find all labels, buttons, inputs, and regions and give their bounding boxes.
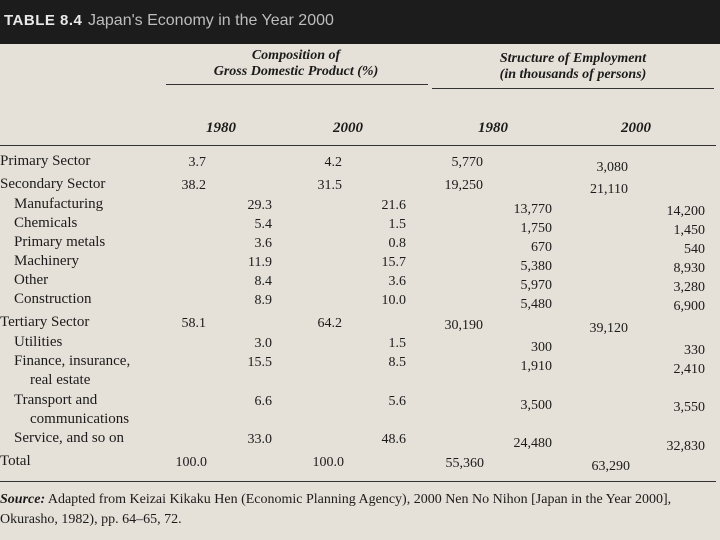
row-label-utilities: Utilities — [14, 334, 63, 350]
year-employment-2000: 2000 — [621, 120, 651, 136]
cell-metals-emp-1980: 670 — [531, 240, 552, 255]
row-label-chemicals: Chemicals — [14, 215, 78, 231]
cell-total-emp-1980: 55,360 — [445, 456, 484, 471]
source-note — [0, 490, 716, 530]
row-label-other: Other — [14, 272, 49, 288]
employment-header-rule — [432, 88, 714, 89]
year-gdp-2000: 2000 — [333, 120, 363, 136]
table-bottom-rule — [0, 481, 716, 482]
cell-chemicals-emp-1980: 1,750 — [520, 221, 552, 236]
cell-primary-emp-2000: 3,080 — [596, 160, 628, 175]
cell-finance-gdp-1980: 15.5 — [247, 355, 272, 370]
cell-service-emp-1980: 24,480 — [513, 436, 552, 451]
source-text: Adapted from Keizai Kikaku Hen (Economic Planning Agency), 2000 Nen No Nihon [Japan in the Year 2000], Okurasho, 1982), pp. 64–65, 72. — [0, 492, 672, 527]
table-title: Japan's Economy in the Year 2000 — [88, 12, 334, 29]
table-top-rule — [0, 145, 716, 146]
cell-manufacturing-emp-2000: 14,200 — [666, 204, 705, 219]
cell-transport-gdp-2000: 5.6 — [388, 394, 406, 409]
row-label-construction: Construction — [14, 291, 92, 307]
cell-total-emp-2000: 63,290 — [591, 459, 630, 474]
cell-construction-emp-2000: 6,900 — [673, 299, 705, 314]
cell-other-emp-2000: 3,280 — [673, 280, 705, 295]
row-label-primary-sector: Primary Sector — [0, 153, 91, 169]
cell-other-gdp-2000: 3.6 — [388, 274, 406, 289]
cell-construction-gdp-1980: 8.9 — [254, 293, 272, 308]
cell-transport-emp-2000: 3,550 — [673, 400, 705, 415]
row-label-finance: Finance, insurance, — [14, 353, 131, 369]
row-label-machinery: Machinery — [14, 253, 79, 269]
year-gdp-1980: 1980 — [206, 120, 236, 136]
table-number: TABLE 8.4 — [4, 12, 83, 29]
cell-utilities-gdp-1980: 3.0 — [254, 336, 272, 351]
cell-utilities-gdp-2000: 1.5 — [388, 336, 406, 351]
cell-other-gdp-1980: 8.4 — [254, 274, 272, 289]
cell-transport-emp-1980: 3,500 — [520, 398, 552, 413]
row-label-primary-metals: Primary metals — [14, 234, 106, 250]
gdp-header — [168, 48, 424, 80]
cell-utilities-emp-2000: 330 — [684, 343, 705, 358]
cell-chemicals-emp-2000: 1,450 — [673, 223, 705, 238]
cell-finance-gdp-2000: 8.5 — [388, 355, 406, 370]
row-label-total: Total — [0, 453, 31, 469]
gdp-header-line1: Composition of — [251, 48, 341, 63]
cell-chemicals-gdp-2000: 1.5 — [388, 217, 406, 232]
cell-finance-emp-1980: 1,910 — [520, 359, 552, 374]
cell-metals-gdp-2000: 0.8 — [388, 236, 406, 251]
cell-primary-gdp-2000: 4.2 — [324, 155, 342, 170]
employment-header — [432, 51, 714, 83]
cell-metals-gdp-1980: 3.6 — [254, 236, 272, 251]
gdp-header-rule — [166, 84, 428, 85]
row-label-tertiary-sector: Tertiary Sector — [0, 314, 90, 330]
cell-construction-emp-1980: 5,480 — [520, 297, 552, 312]
row-label-secondary-sector: Secondary Sector — [0, 176, 106, 192]
source-prefix: Source: — [0, 492, 46, 507]
cell-service-emp-2000: 32,830 — [666, 439, 705, 454]
cell-manufacturing-gdp-1980: 29.3 — [247, 198, 272, 213]
cell-manufacturing-gdp-2000: 21.6 — [381, 198, 406, 213]
cell-chemicals-gdp-1980: 5.4 — [254, 217, 272, 232]
cell-manufacturing-emp-1980: 13,770 — [513, 202, 552, 217]
employment-header-line2: (in thousands of persons) — [499, 67, 647, 82]
cell-construction-gdp-2000: 10.0 — [381, 293, 406, 308]
cell-tertiary-gdp-1980: 58.1 — [181, 316, 206, 331]
cell-tertiary-emp-1980: 30,190 — [444, 318, 483, 333]
cell-total-gdp-1980: 100.0 — [175, 455, 207, 470]
row-label-transport-continued: communications — [30, 411, 130, 427]
cell-total-gdp-2000: 100.0 — [312, 455, 344, 470]
row-label-service: Service, and so on — [14, 430, 124, 446]
cell-machinery-emp-2000: 8,930 — [673, 261, 705, 276]
cell-tertiary-gdp-2000: 64.2 — [317, 316, 342, 331]
cell-secondary-emp-1980: 19,250 — [444, 178, 483, 193]
cell-tertiary-emp-2000: 39,120 — [589, 321, 628, 336]
cell-service-gdp-2000: 48.6 — [381, 432, 406, 447]
title-bar — [0, 0, 720, 44]
cell-secondary-gdp-1980: 38.2 — [181, 178, 206, 193]
cell-secondary-emp-2000: 21,110 — [590, 182, 628, 197]
cell-secondary-gdp-2000: 31.5 — [317, 178, 342, 193]
cell-metals-emp-2000: 540 — [684, 242, 705, 257]
year-employment-1980: 1980 — [478, 120, 508, 136]
row-label-transport: Transport and — [14, 392, 98, 408]
row-label-finance-continued: real estate — [30, 372, 91, 388]
cell-service-gdp-1980: 33.0 — [247, 432, 272, 447]
cell-primary-emp-1980: 5,770 — [451, 155, 483, 170]
cell-transport-gdp-1980: 6.6 — [254, 394, 272, 409]
cell-machinery-gdp-2000: 15.7 — [381, 255, 406, 270]
cell-utilities-emp-1980: 300 — [531, 340, 552, 355]
cell-machinery-gdp-1980: 11.9 — [248, 255, 272, 270]
cell-finance-emp-2000: 2,410 — [673, 362, 705, 377]
row-label-manufacturing: Manufacturing — [14, 196, 104, 212]
employment-header-line1: Structure of Employment — [499, 51, 647, 66]
cell-other-emp-1980: 5,970 — [520, 278, 552, 293]
cell-machinery-emp-1980: 5,380 — [520, 259, 552, 274]
gdp-header-line2: Gross Domestic Product (%) — [213, 64, 379, 79]
cell-primary-gdp-1980: 3.7 — [188, 155, 206, 170]
